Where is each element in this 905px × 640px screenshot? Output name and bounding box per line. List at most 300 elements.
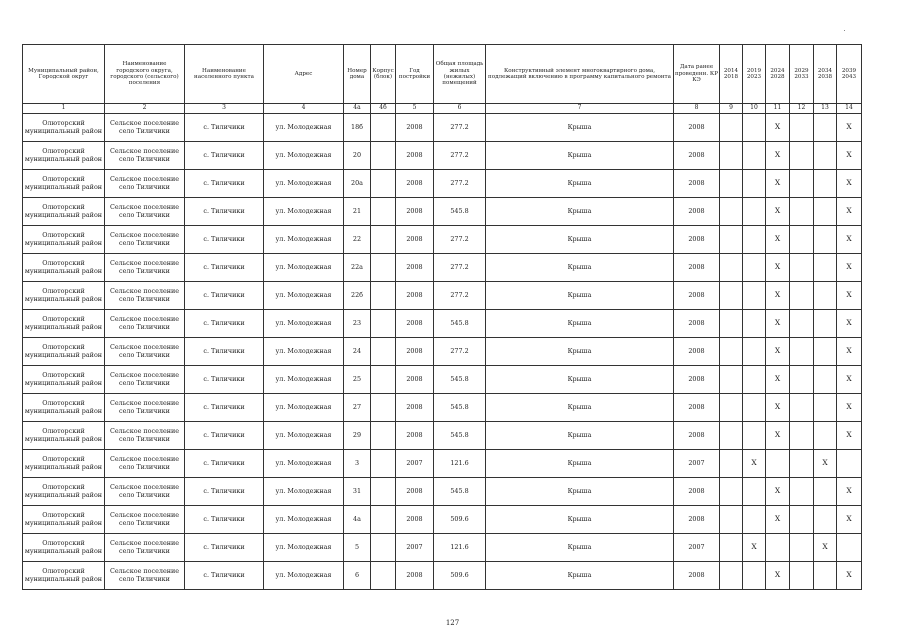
cell-2024-2028: X [766,506,790,534]
cell-year: 2008 [396,114,434,142]
cell-prev-repair: 2008 [674,170,720,198]
cell-settlement: Сельское поселение село Тиличики [105,478,185,506]
cell-2019-2023 [743,282,766,310]
cell-element: Крыша [486,534,674,562]
column-number: 7 [486,104,674,114]
cell-district: Олюторский муниципальный район [23,478,105,506]
cell-locality: с. Тиличики [185,198,264,226]
cell-2039-2043: X [837,338,862,366]
table-row [23,226,862,254]
cell-element: Крыша [486,254,674,282]
cell-year: 2008 [396,394,434,422]
cell-2034-2038 [814,394,837,422]
cell-2019-2023 [743,170,766,198]
cell-house: 4а [344,506,371,534]
cell-area: 545.8 [434,394,486,422]
cell-locality: с. Тиличики [185,338,264,366]
cell-2014-2018 [720,254,743,282]
cell-2034-2038 [814,282,837,310]
cell-element: Крыша [486,226,674,254]
cell-2039-2043: X [837,226,862,254]
cell-settlement: Сельское поселение село Тиличики [105,310,185,338]
cell-2029-2033 [790,478,814,506]
cell-district: Олюторский муниципальный район [23,226,105,254]
cell-street: ул. Молодежная [264,142,344,170]
table-row [23,562,862,590]
cell-element: Крыша [486,338,674,366]
cell-prev-repair: 2008 [674,338,720,366]
cell-prev-repair: 2008 [674,310,720,338]
cell-locality: с. Тиличики [185,478,264,506]
cell-locality: с. Тиличики [185,226,264,254]
cell-2039-2043: X [837,478,862,506]
cell-2039-2043: X [837,170,862,198]
cell-locality: с. Тиличики [185,450,264,478]
cell-prev-repair: 2008 [674,226,720,254]
cell-house: 22 [344,226,371,254]
cell-2014-2018 [720,142,743,170]
cell-2034-2038 [814,310,837,338]
cell-2039-2043: X [837,366,862,394]
cell-year: 2008 [396,506,434,534]
table-row [23,422,862,450]
cell-street: ул. Молодежная [264,226,344,254]
cell-house: 18б [344,114,371,142]
cell-2014-2018 [720,310,743,338]
cell-2024-2028: X [766,422,790,450]
cell-block [371,198,396,226]
cell-area: 277.2 [434,114,486,142]
cell-2014-2018 [720,366,743,394]
cell-settlement: Сельское поселение село Тиличики [105,338,185,366]
cell-district: Олюторский муниципальный район [23,282,105,310]
cell-2039-2043: X [837,282,862,310]
cell-area: 545.8 [434,310,486,338]
cell-prev-repair: 2008 [674,142,720,170]
cell-2024-2028: X [766,282,790,310]
cell-prev-repair: 2008 [674,366,720,394]
cell-2019-2023 [743,506,766,534]
cell-2024-2028 [766,450,790,478]
table-row [23,198,862,226]
cell-2024-2028: X [766,338,790,366]
cell-element: Крыша [486,366,674,394]
cell-2014-2018 [720,422,743,450]
column-number: 2 [105,104,185,114]
header-year: Год постройки [396,45,434,104]
cell-year: 2008 [396,282,434,310]
cell-house: 23 [344,310,371,338]
table-row [23,310,862,338]
cell-2039-2043: X [837,562,862,590]
cell-2029-2033 [790,422,814,450]
cell-block [371,422,396,450]
cell-year: 2007 [396,450,434,478]
cell-2039-2043: X [837,422,862,450]
cell-locality: с. Тиличики [185,422,264,450]
table-body [23,114,862,590]
cell-element: Крыша [486,394,674,422]
cell-2019-2023 [743,254,766,282]
cell-2034-2038 [814,170,837,198]
cell-2039-2043: X [837,254,862,282]
cell-area: 545.8 [434,478,486,506]
cell-element: Крыша [486,142,674,170]
header-area: Общая площадь жилых (нежилых) помещений [434,45,486,104]
table-row [23,254,862,282]
cell-2014-2018 [720,478,743,506]
cell-year: 2008 [396,226,434,254]
cell-2019-2023 [743,478,766,506]
cell-prev-repair: 2008 [674,198,720,226]
cell-block [371,478,396,506]
cell-2034-2038: X [814,450,837,478]
cell-district: Олюторский муниципальный район [23,114,105,142]
cell-year: 2008 [396,562,434,590]
cell-2019-2023: X [743,534,766,562]
cell-district: Олюторский муниципальный район [23,142,105,170]
cell-district: Олюторский муниципальный район [23,170,105,198]
cell-prev-repair: 2008 [674,478,720,506]
header-period-2019: 2019 2023 [743,45,766,104]
cell-area: 277.2 [434,254,486,282]
cell-settlement: Сельское поселение село Тиличики [105,450,185,478]
header-period-2039: 2039 2043 [837,45,862,104]
table-row [23,366,862,394]
cell-2019-2023 [743,338,766,366]
table-row [23,282,862,310]
cell-street: ул. Молодежная [264,282,344,310]
cell-area: 545.8 [434,198,486,226]
cell-2029-2033 [790,170,814,198]
cell-2024-2028: X [766,366,790,394]
cell-street: ул. Молодежная [264,338,344,366]
cell-2024-2028 [766,534,790,562]
header-row [23,45,862,104]
cell-2019-2023 [743,310,766,338]
cell-2029-2033 [790,394,814,422]
cell-2019-2023 [743,562,766,590]
cell-settlement: Сельское поселение село Тиличики [105,226,185,254]
cell-area: 545.8 [434,422,486,450]
cell-area: 277.2 [434,142,486,170]
cell-district: Олюторский муниципальный район [23,562,105,590]
cell-locality: с. Тиличики [185,394,264,422]
header-house: Номер дома [344,45,371,104]
column-number: 9 [720,104,743,114]
cell-street: ул. Молодежная [264,506,344,534]
cell-settlement: Сельское поселение село Тиличики [105,366,185,394]
cell-2014-2018 [720,562,743,590]
cell-2019-2023 [743,394,766,422]
cell-2019-2023 [743,142,766,170]
cell-year: 2008 [396,198,434,226]
cell-house: 5 [344,534,371,562]
cell-2024-2028: X [766,254,790,282]
cell-2029-2033 [790,198,814,226]
cell-element: Крыша [486,282,674,310]
cell-2034-2038 [814,142,837,170]
cell-prev-repair: 2008 [674,506,720,534]
column-number: 10 [743,104,766,114]
header-address: Адрес [264,45,344,104]
cell-2029-2033 [790,450,814,478]
cell-house: 21 [344,198,371,226]
cell-block [371,114,396,142]
cell-2029-2033 [790,310,814,338]
cell-element: Крыша [486,170,674,198]
cell-settlement: Сельское поселение село Тиличики [105,562,185,590]
cell-2039-2043: X [837,198,862,226]
cell-2039-2043: X [837,394,862,422]
page-number: 127 [445,619,460,627]
cell-2014-2018 [720,170,743,198]
cell-block [371,450,396,478]
cell-2024-2028: X [766,142,790,170]
cell-2014-2018 [720,338,743,366]
table-row [23,114,862,142]
cell-element: Крыша [486,450,674,478]
column-number: 4б [371,104,396,114]
cell-2039-2043: X [837,506,862,534]
header-period-2024: 2024 2028 [766,45,790,104]
column-number: 1 [23,104,105,114]
table-row [23,534,862,562]
cell-block [371,394,396,422]
cell-2029-2033 [790,366,814,394]
cell-2014-2018 [720,506,743,534]
cell-locality: с. Тиличики [185,254,264,282]
cell-house: 24 [344,338,371,366]
cell-locality: с. Тиличики [185,142,264,170]
cell-street: ул. Молодежная [264,366,344,394]
cell-2034-2038 [814,506,837,534]
cell-year: 2008 [396,254,434,282]
table-row [23,170,862,198]
cell-block [371,282,396,310]
cell-2034-2038 [814,198,837,226]
column-number: 5 [396,104,434,114]
cell-2019-2023 [743,114,766,142]
cell-element: Крыша [486,422,674,450]
cell-2039-2043 [837,534,862,562]
cell-2029-2033 [790,562,814,590]
cell-block [371,562,396,590]
cell-area: 121.6 [434,534,486,562]
cell-district: Олюторский муниципальный район [23,534,105,562]
cell-locality: с. Тиличики [185,170,264,198]
cell-prev-repair: 2007 [674,534,720,562]
cell-street: ул. Молодежная [264,198,344,226]
header-prev-repair: Дата ранее проведенн. КР КЭ [674,45,720,104]
cell-street: ул. Молодежная [264,394,344,422]
repair-program-table [22,44,862,590]
cell-year: 2008 [396,170,434,198]
cell-street: ул. Молодежная [264,170,344,198]
table-row [23,450,862,478]
cell-element: Крыша [486,562,674,590]
cell-2024-2028: X [766,226,790,254]
column-number: 11 [766,104,790,114]
header-block: Корпус (блок) [371,45,396,104]
cell-prev-repair: 2008 [674,254,720,282]
cell-street: ул. Молодежная [264,422,344,450]
cell-area: 277.2 [434,282,486,310]
cell-house: 29 [344,422,371,450]
column-number: 13 [814,104,837,114]
cell-district: Олюторский муниципальный район [23,366,105,394]
cell-district: Олюторский муниципальный район [23,506,105,534]
header-settlement: Наименование городского округа, городского (сельского) поселения [105,45,185,104]
scan-speck [844,30,845,31]
cell-2029-2033 [790,282,814,310]
cell-house: 3 [344,450,371,478]
cell-settlement: Сельское поселение село Тиличики [105,534,185,562]
cell-street: ул. Молодежная [264,534,344,562]
column-number-row [23,104,862,114]
table-row [23,394,862,422]
cell-locality: с. Тиличики [185,534,264,562]
cell-block [371,254,396,282]
cell-block [371,366,396,394]
cell-element: Крыша [486,506,674,534]
cell-locality: с. Тиличики [185,114,264,142]
cell-district: Олюторский муниципальный район [23,198,105,226]
cell-house: 20 [344,142,371,170]
cell-street: ул. Молодежная [264,310,344,338]
column-number: 14 [837,104,862,114]
cell-2039-2043: X [837,142,862,170]
cell-district: Олюторский муниципальный район [23,422,105,450]
cell-year: 2008 [396,142,434,170]
cell-block [371,142,396,170]
cell-2039-2043: X [837,114,862,142]
cell-area: 277.2 [434,170,486,198]
cell-house: 31 [344,478,371,506]
cell-house: 6 [344,562,371,590]
cell-element: Крыша [486,478,674,506]
cell-block [371,338,396,366]
cell-2039-2043: X [837,310,862,338]
column-number: 4 [264,104,344,114]
cell-2014-2018 [720,394,743,422]
cell-2019-2023 [743,198,766,226]
cell-district: Олюторский муниципальный район [23,394,105,422]
cell-year: 2007 [396,534,434,562]
cell-element: Крыша [486,198,674,226]
cell-locality: с. Тиличики [185,310,264,338]
cell-street: ул. Молодежная [264,254,344,282]
cell-year: 2008 [396,310,434,338]
cell-prev-repair: 2008 [674,562,720,590]
cell-2034-2038 [814,226,837,254]
column-number: 12 [790,104,814,114]
header-period-2034: 2034 2038 [814,45,837,104]
cell-district: Олюторский муниципальный район [23,338,105,366]
cell-block [371,506,396,534]
cell-2024-2028: X [766,114,790,142]
cell-area: 509.6 [434,506,486,534]
cell-2034-2038 [814,254,837,282]
cell-settlement: Сельское поселение село Тиличики [105,114,185,142]
cell-area: 509.6 [434,562,486,590]
cell-locality: с. Тиличики [185,282,264,310]
cell-settlement: Сельское поселение село Тиличики [105,282,185,310]
cell-year: 2008 [396,366,434,394]
cell-2029-2033 [790,338,814,366]
cell-settlement: Сельское поселение село Тиличики [105,170,185,198]
cell-house: 22б [344,282,371,310]
column-number: 8 [674,104,720,114]
cell-prev-repair: 2008 [674,422,720,450]
cell-2029-2033 [790,142,814,170]
cell-element: Крыша [486,114,674,142]
cell-locality: с. Тиличики [185,506,264,534]
header-period-2029: 2029 2033 [790,45,814,104]
cell-2014-2018 [720,226,743,254]
cell-street: ул. Молодежная [264,478,344,506]
cell-settlement: Сельское поселение село Тиличики [105,254,185,282]
cell-2039-2043 [837,450,862,478]
cell-2014-2018 [720,450,743,478]
cell-2019-2023 [743,366,766,394]
cell-2024-2028: X [766,478,790,506]
header-locality: Наименование населенного пункта [185,45,264,104]
cell-block [371,226,396,254]
cell-2024-2028: X [766,310,790,338]
cell-2019-2023 [743,422,766,450]
cell-2034-2038 [814,422,837,450]
cell-block [371,170,396,198]
cell-year: 2008 [396,422,434,450]
header-district: Муниципальный район, Городской округ [23,45,105,104]
cell-street: ул. Молодежная [264,114,344,142]
cell-2034-2038: X [814,534,837,562]
cell-district: Олюторский муниципальный район [23,450,105,478]
cell-2029-2033 [790,506,814,534]
cell-area: 545.8 [434,366,486,394]
cell-prev-repair: 2008 [674,394,720,422]
cell-2024-2028: X [766,394,790,422]
cell-2014-2018 [720,114,743,142]
cell-house: 25 [344,366,371,394]
cell-settlement: Сельское поселение село Тиличики [105,422,185,450]
cell-2029-2033 [790,114,814,142]
cell-2034-2038 [814,114,837,142]
cell-locality: с. Тиличики [185,562,264,590]
cell-house: 22а [344,254,371,282]
cell-2029-2033 [790,534,814,562]
cell-2034-2038 [814,338,837,366]
column-number: 3 [185,104,264,114]
cell-2019-2023 [743,226,766,254]
cell-2014-2018 [720,534,743,562]
cell-district: Олюторский муниципальный район [23,310,105,338]
table-row [23,478,862,506]
header-element: Конструктивный элемент многоквартирного дома, подлежащий включению в программу капитального ремонта [486,45,674,104]
cell-2014-2018 [720,198,743,226]
cell-settlement: Сельское поселение село Тиличики [105,142,185,170]
header-period-2014: 2014 2018 [720,45,743,104]
table-row [23,506,862,534]
cell-2034-2038 [814,562,837,590]
cell-settlement: Сельское поселение село Тиличики [105,198,185,226]
cell-locality: с. Тиличики [185,366,264,394]
cell-prev-repair: 2008 [674,282,720,310]
cell-street: ул. Молодежная [264,450,344,478]
column-number: 6 [434,104,486,114]
cell-house: 27 [344,394,371,422]
